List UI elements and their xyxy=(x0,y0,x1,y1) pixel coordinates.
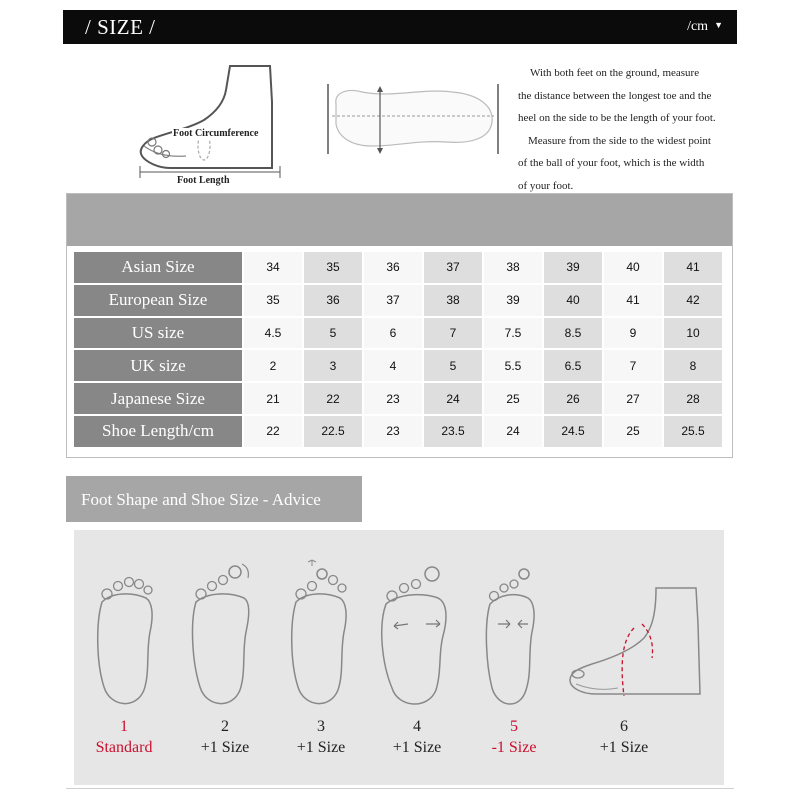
size-cell: 5.5 xyxy=(484,350,544,383)
foot-side-illustration xyxy=(130,62,290,188)
advice-size: Standard xyxy=(95,739,153,756)
size-chart xyxy=(66,193,733,458)
advice-size: +1 Size xyxy=(392,739,442,756)
foot-shape-6 xyxy=(566,584,716,712)
size-cell: 25 xyxy=(484,383,544,416)
size-table xyxy=(74,252,724,449)
size-cell: 39 xyxy=(544,252,604,285)
size-cell: 37 xyxy=(364,285,424,318)
size-row-label: Asian Size xyxy=(74,252,244,285)
size-cell: 10 xyxy=(664,318,724,351)
size-cell: 41 xyxy=(664,252,724,285)
foot-advice-label-1 xyxy=(79,716,169,758)
size-cell: 36 xyxy=(304,285,364,318)
advice-size: +1 Size xyxy=(200,739,250,756)
size-cell: 21 xyxy=(244,383,304,416)
advice-size: -1 Size xyxy=(491,739,537,756)
size-cell: 26 xyxy=(544,383,604,416)
advice-number: 5 xyxy=(510,718,518,735)
size-row-label: UK size xyxy=(74,350,244,383)
size-cell: 27 xyxy=(604,383,664,416)
foot-shape-2 xyxy=(188,558,264,712)
size-cell: 23 xyxy=(364,416,424,449)
size-cell: 28 xyxy=(664,383,724,416)
description-line: the distance between the longest toe and the xyxy=(518,89,712,102)
foot-shape-3 xyxy=(286,556,358,712)
size-cell: 8 xyxy=(664,350,724,383)
advice-size: +1 Size xyxy=(296,739,346,756)
size-cell: 34 xyxy=(244,252,304,285)
foot-advice-label-5 xyxy=(469,716,559,758)
size-cell: 6 xyxy=(364,318,424,351)
foot-circumference-label: Foot Circumference xyxy=(173,128,259,139)
description-line: With both feet on the ground, measure xyxy=(530,67,700,79)
size-cell: 39 xyxy=(484,285,544,318)
size-cell: 36 xyxy=(364,252,424,285)
foot-advice-label-4 xyxy=(372,716,462,758)
measurement-description xyxy=(512,62,742,197)
size-cell: 8.5 xyxy=(544,318,604,351)
size-row-label: US size xyxy=(74,318,244,351)
unit-selector[interactable] xyxy=(687,19,723,35)
foot-shape-1 xyxy=(92,562,162,712)
size-cell: 22 xyxy=(304,383,364,416)
size-cell: 5 xyxy=(304,318,364,351)
size-row xyxy=(74,416,724,449)
description-line: of the ball of your foot, which is the width xyxy=(518,157,705,169)
foot-advice-label-2 xyxy=(180,716,270,758)
size-row-label: Shoe Length/cm xyxy=(74,416,244,449)
size-cell: 23 xyxy=(364,383,424,416)
foot-top-illustration xyxy=(322,80,508,158)
size-row xyxy=(74,252,724,285)
size-row xyxy=(74,285,724,318)
size-cell: 23.5 xyxy=(424,416,484,449)
caret-down-icon: ▼ xyxy=(714,20,723,30)
advice-number: 3 xyxy=(317,718,325,735)
size-cell: 6.5 xyxy=(544,350,604,383)
advice-title: Foot Shape and Shoe Size - Advice xyxy=(66,476,362,522)
size-cell: 5 xyxy=(424,350,484,383)
size-cell: 24.5 xyxy=(544,416,604,449)
size-cell: 22.5 xyxy=(304,416,364,449)
size-row xyxy=(74,383,724,416)
size-cell: 42 xyxy=(664,285,724,318)
size-cell: 7.5 xyxy=(484,318,544,351)
description-line: of your foot. xyxy=(518,179,574,192)
size-header-bar xyxy=(63,10,737,44)
size-cell: 4.5 xyxy=(244,318,304,351)
size-cell: 7 xyxy=(424,318,484,351)
size-cell: 41 xyxy=(604,285,664,318)
unit-label: /cm xyxy=(687,19,709,34)
size-cell: 2 xyxy=(244,350,304,383)
size-row-label: Japanese Size xyxy=(74,383,244,416)
size-row xyxy=(74,318,724,351)
size-cell: 38 xyxy=(424,285,484,318)
advice-size: +1 Size xyxy=(599,739,649,756)
size-cell: 7 xyxy=(604,350,664,383)
advice-number: 2 xyxy=(221,718,229,735)
size-row-label: European Size xyxy=(74,285,244,318)
advice-number: 1 xyxy=(120,718,128,735)
size-cell: 40 xyxy=(544,285,604,318)
size-chart-header-band xyxy=(67,194,732,246)
foot-length-label: Foot Length xyxy=(177,175,230,186)
advice-number: 6 xyxy=(620,718,628,735)
description-line: Measure from the side to the widest point xyxy=(528,134,711,147)
size-cell: 24 xyxy=(484,416,544,449)
description-line: heel on the side to be the length of your foot. xyxy=(518,112,716,124)
advice-panel xyxy=(74,530,724,785)
size-cell: 4 xyxy=(364,350,424,383)
size-cell: 25.5 xyxy=(664,416,724,449)
size-cell: 40 xyxy=(604,252,664,285)
size-title: / SIZE / xyxy=(85,15,156,39)
size-cell: 38 xyxy=(484,252,544,285)
bottom-divider xyxy=(66,788,734,789)
size-cell: 9 xyxy=(604,318,664,351)
foot-shape-5 xyxy=(478,562,548,712)
size-cell: 35 xyxy=(244,285,304,318)
foot-shape-4 xyxy=(378,560,458,712)
foot-advice-label-3 xyxy=(276,716,366,758)
size-row xyxy=(74,350,724,383)
size-cell: 3 xyxy=(304,350,364,383)
size-cell: 25 xyxy=(604,416,664,449)
size-cell: 24 xyxy=(424,383,484,416)
size-cell: 37 xyxy=(424,252,484,285)
foot-advice-label-6 xyxy=(579,716,669,758)
advice-number: 4 xyxy=(413,718,421,735)
size-cell: 22 xyxy=(244,416,304,449)
size-cell: 35 xyxy=(304,252,364,285)
